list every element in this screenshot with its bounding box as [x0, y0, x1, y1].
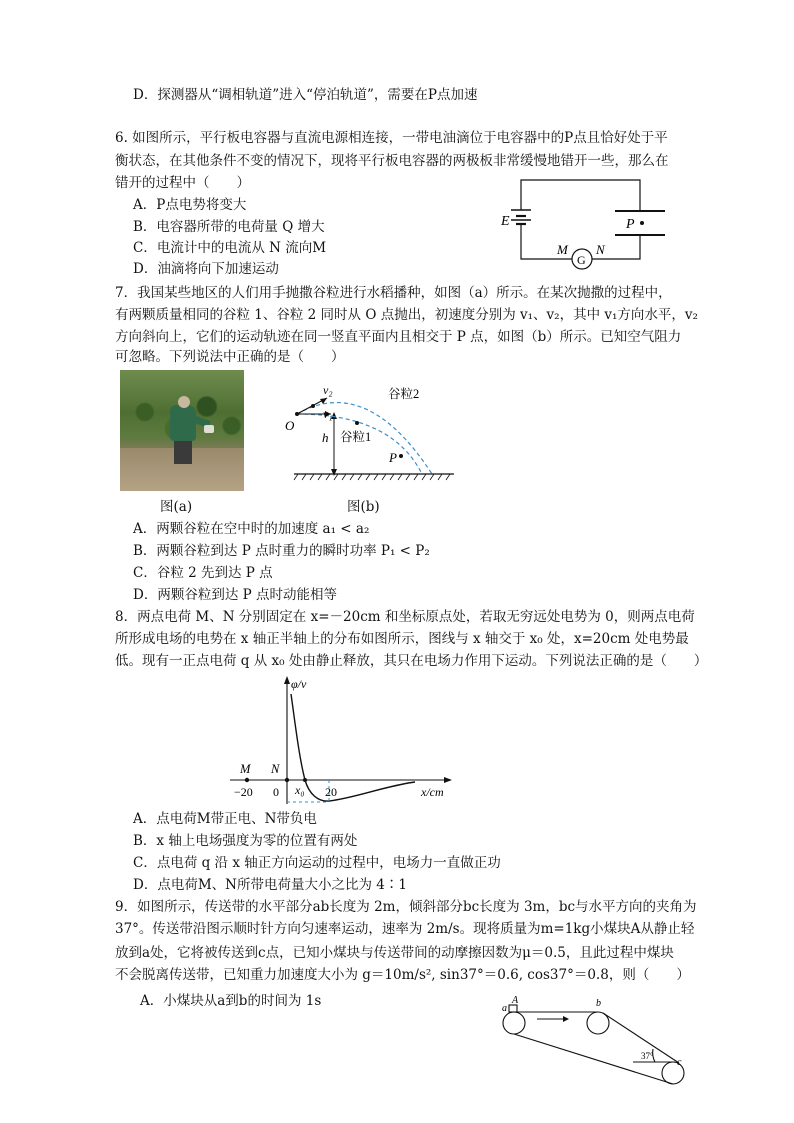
point-p-label: P [389, 450, 397, 465]
q9-stem-line-3: 放到a处，它将被传送到c点，已知小煤块与传送带间的动摩擦因数为μ＝0.5，且此过程中煤块 [115, 945, 674, 961]
figure-a-caption: 图(a) [160, 499, 193, 515]
q6-option-d: D．油滴将向下加速运动 [133, 261, 279, 277]
q5-option-d: D．探测器从“调相轨道”进入“停泊轨道”，需要在P点加速 [133, 87, 478, 103]
q8-stem-line-1: 8．两点电荷 M、N 分别固定在 x=－20cm 和坐标原点处，若取无穷远处电势为 0，则两点电荷 [115, 609, 695, 625]
point-b-label: b [596, 998, 601, 1009]
tick-zero: 0 [273, 785, 279, 799]
q9-stem-line-4: 不会脱离传送带，已知重力加速度大小为 g＝10m/s², sin37°＝0.6, cos37°＝0.8，则（ ） [115, 967, 690, 983]
capacitor-circuit-diagram [495, 175, 675, 270]
q8-option-c: C．点电荷 q 沿 x 轴正方向运动的过程中，电场力一直做正功 [133, 855, 501, 871]
height-h-label: h [322, 430, 329, 445]
q6-option-c: C．电流计中的电流从 N 流向M [133, 240, 327, 256]
q6-stem-line-1: 6. 如图所示，平行板电容器与直流电源相连接，一带电油滴位于电容器中的P点且恰好处于平 [115, 130, 668, 146]
angle-37-label: 37° [641, 1051, 654, 1061]
charge-m-label: M [240, 762, 251, 776]
q8-option-d: D．点电荷M、N所带电荷量大小之比为 4∶1 [133, 877, 407, 893]
tick-minus-20: −20 [234, 785, 253, 799]
x-axis-label: x/cm [421, 785, 444, 799]
q6-option-b: B．电容器所带的电荷量 Q 增大 [133, 219, 325, 235]
origin-o-label: O [285, 418, 295, 433]
q7-option-a: A．两颗谷粒在空中时的加速度 a₁ < a₂ [133, 521, 370, 537]
point-c-label: c [677, 1057, 682, 1068]
q7-stem-line-4: 可忽略。下列说法中正确的是（ ） [115, 349, 345, 365]
y-axis-label: φ/v [291, 677, 307, 691]
galvanometer-icon: G [577, 253, 586, 267]
grain-trajectory-diagram [282, 378, 457, 490]
tick-20: 20 [325, 785, 337, 799]
q9-option-a: A．小煤块从a到b的时间为 1s [140, 993, 322, 1009]
q7-option-b: B．两颗谷粒到达 P 点时重力的瞬时功率 P₁ < P₂ [133, 543, 430, 559]
q6-option-a: A．P点电势将变大 [133, 197, 247, 213]
q7-option-d: D．两颗谷粒到达 P 点时动能相等 [133, 587, 337, 603]
charge-n-label: N [271, 762, 280, 776]
potential-graph [225, 672, 460, 810]
v2-label: v₂ [323, 383, 333, 397]
q7-option-c: C．谷粒 2 先到达 P 点 [133, 565, 273, 581]
q6-stem-line-2: 衡状态，在其他条件不变的情况下，现将平行板电容器的两极板非常缓慢地错开一些，那么在 [115, 153, 669, 169]
q9-stem-line-1: 9．如图所示，传送带的水平部分ab长度为 2m，倾斜部分bc长度为 3m，bc与水平方向的夹角为 [115, 899, 697, 915]
grain2-label: 谷粒2 [388, 387, 420, 401]
point-p-label: P [626, 217, 635, 232]
q7-stem-line-3: 方向斜向上，它们的运动轨迹在同一竖直平面内且相交于 P 点，如图（b）所示。已知空气阻力 [115, 329, 682, 345]
battery-label: E [501, 214, 510, 229]
point-a-label: a [502, 1003, 507, 1014]
q7-stem-line-1: 7．我国某些地区的人们用手抛撒谷粒进行水稻播种，如图（a）所示。在某次抛撒的过程中， [115, 285, 672, 301]
conveyor-belt-diagram [495, 993, 695, 1089]
point-m-label: M [557, 242, 568, 257]
q7-stem-line-2: 有两颗质量相同的谷粒 1、谷粒 2 同时从 O 点抛出，初速度分别为 v₁、v₂，其中 v₁方向水平，v₂ [115, 307, 698, 323]
q8-option-a: A．点电荷M带正电、N带负电 [133, 811, 317, 827]
v1-label: v₁ [323, 407, 333, 421]
q9-stem-line-2: 37°。传送带沿图示顺时针方向匀速率运动，速率为 2m/s。现将质量为m=1kg小煤块A从静止轻 [115, 921, 695, 937]
figure-b-caption: 图(b) [347, 499, 380, 515]
q8-stem-line-3: 低。现有一正点电荷 q 从 x₀ 处由静止释放，其只在电场力作用下运动。下列说法正确的是（ ） [115, 653, 708, 669]
coal-block-a-label: A [512, 995, 519, 1006]
point-n-label: N [596, 242, 605, 257]
farmer-sowing-photo [120, 370, 244, 491]
q8-stem-line-2: 所形成电场的电势在 x 轴正半轴上的分布如图所示，图线与 x 轴交于 x₀ 处，x=20cm 处电势最 [115, 631, 689, 647]
tick-x0: x₀ [295, 783, 305, 797]
q8-option-b: B．x 轴上电场强度为零的位置有两处 [133, 833, 358, 849]
q6-stem-line-3: 错开的过程中（ ） [115, 175, 250, 191]
grain1-label: 谷粒1 [340, 430, 372, 444]
